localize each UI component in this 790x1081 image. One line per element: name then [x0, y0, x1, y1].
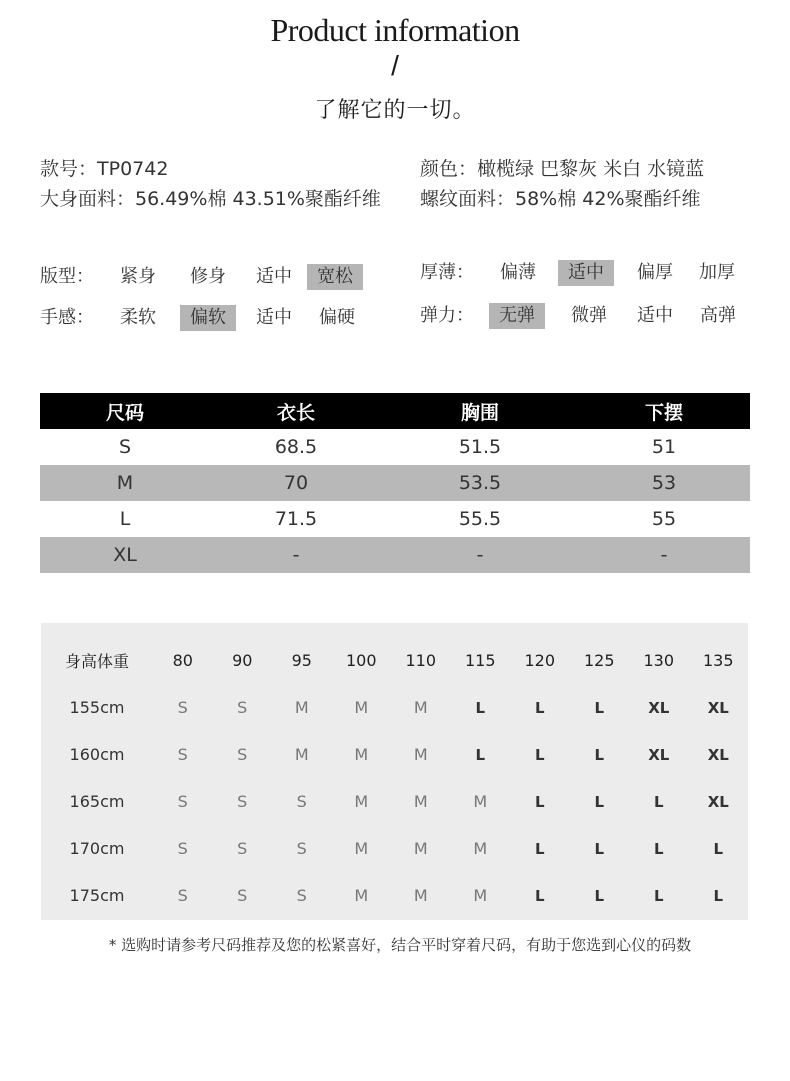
table-row [40, 465, 750, 501]
attr-option: 适中 [637, 305, 673, 326]
length-cell: - [210, 537, 382, 573]
size-recommendation-cell: M [294, 745, 309, 764]
size-recommendation-cell: M [413, 839, 428, 858]
size-recommendation-cell: L [534, 792, 545, 811]
attr-label: 手感： [40, 307, 94, 328]
size-recommendation-cell: L [713, 839, 724, 858]
weight-label: 125 [583, 651, 615, 670]
attr-option-selected: 宽松 [307, 264, 363, 290]
height-label: 160cm [69, 745, 125, 764]
size-recommendation-cell: M [473, 792, 488, 811]
height-label: 155cm [69, 698, 125, 717]
attr-thickness [420, 260, 760, 286]
size-recommendation-cell: M [413, 886, 428, 905]
footnote: * 选购时请参考尺码推荐及您的松紧喜好，结合平时穿着尺码，有助于您选到心仪的码数 [108, 936, 692, 954]
recommendation-row [41, 684, 748, 731]
header-hem: 下摆 [578, 393, 750, 429]
size-cell: S [118, 436, 132, 458]
size-recommendation-cell: M [354, 792, 369, 811]
weight-label: 90 [232, 651, 253, 670]
weight-label: 95 [291, 651, 312, 670]
size-recommendation-cell: S [237, 886, 248, 905]
weight-label: 100 [345, 651, 377, 670]
attr-option: 偏薄 [500, 262, 536, 283]
size-recommendation-cell: M [294, 698, 309, 717]
size-recommendation-cell: XL [648, 745, 670, 764]
attr-stretch [420, 303, 760, 329]
weight-label: 110 [405, 651, 437, 670]
attr-option: 偏硬 [319, 307, 355, 328]
attr-option: 偏厚 [637, 262, 673, 283]
body-fabric: 大身面料：56.49%棉 43.51%聚酯纤维 [40, 188, 381, 210]
size-recommendation-cell: XL [707, 745, 729, 764]
attr-option-selected: 偏软 [180, 305, 236, 331]
size-recommendation-cell: L [594, 792, 605, 811]
attr-option: 高弹 [700, 305, 736, 326]
length-cell: 68.5 [274, 436, 318, 458]
size-recommendation-cell: S [177, 839, 188, 858]
attr-option-selected: 适中 [558, 260, 614, 286]
height-label: 170cm [69, 839, 125, 858]
size-recommendation-cell: S [237, 839, 248, 858]
weight-label: 80 [172, 651, 193, 670]
size-recommendation-panel [41, 623, 748, 920]
page-subtitle: 了解它的一切。 [314, 98, 476, 123]
size-recommendation-cell: M [354, 745, 369, 764]
size-recommendation-cell: M [413, 698, 428, 717]
size-recommendation-cell: L [534, 839, 545, 858]
height-label: 165cm [69, 792, 125, 811]
attr-option: 柔软 [120, 307, 156, 328]
recommendation-row [41, 872, 748, 919]
page-title: Product information [270, 12, 520, 48]
height-label: 175cm [69, 886, 125, 905]
size-recommendation-cell: L [534, 745, 545, 764]
size-recommendation-cell: S [237, 698, 248, 717]
weight-label: 115 [464, 651, 496, 670]
size-recommendation-cell: L [475, 745, 486, 764]
size-chart-table [40, 393, 750, 573]
attr-option: 适中 [256, 266, 292, 287]
color-options: 颜色：橄榄绿 巴黎灰 米白 水镜蓝 [420, 158, 705, 180]
attr-label: 弹力： [420, 305, 474, 326]
attr-option: 紧身 [120, 266, 156, 287]
table-row [40, 501, 750, 537]
weight-label: 135 [702, 651, 734, 670]
size-cell: M [40, 465, 210, 501]
size-recommendation-cell: L [594, 745, 605, 764]
chest-cell: 55.5 [458, 508, 502, 530]
hem-cell: - [578, 537, 750, 573]
size-recommendation-cell: S [177, 886, 188, 905]
attr-option-selected: 无弹 [489, 303, 545, 329]
title-divider: / [391, 50, 399, 81]
size-recommendation-cell: L [594, 886, 605, 905]
length-cell: 71.5 [274, 508, 318, 530]
size-recommendation-cell: L [653, 839, 664, 858]
size-recommendation-cell: M [413, 745, 428, 764]
hem-cell: 53 [578, 465, 750, 501]
weight-label: 120 [524, 651, 556, 670]
table-row [40, 537, 750, 573]
size-recommendation-cell: M [354, 698, 369, 717]
attr-label: 版型： [40, 266, 94, 287]
hem-cell: 55 [651, 508, 677, 530]
header-chest: 胸围 [382, 393, 578, 429]
attr-fit [40, 264, 380, 290]
attr-feel [40, 305, 380, 331]
corner-label: 身高体重 [64, 652, 129, 671]
size-recommendation-cell: L [713, 886, 724, 905]
attr-option: 适中 [256, 307, 292, 328]
attr-option: 微弹 [571, 305, 607, 326]
size-recommendation-cell: M [473, 839, 488, 858]
size-recommendation-cell: XL [648, 698, 670, 717]
weight-header-row [41, 637, 748, 684]
table-row [40, 429, 750, 465]
size-recommendation-cell: XL [707, 698, 729, 717]
size-recommendation-cell: S [237, 792, 248, 811]
size-recommendation-cell: S [296, 792, 307, 811]
size-cell: XL [40, 537, 210, 573]
size-recommendation-cell: S [177, 745, 188, 764]
chest-cell: - [382, 537, 578, 573]
size-recommendation-cell: L [534, 698, 545, 717]
size-recommendation-cell: L [475, 698, 486, 717]
size-recommendation-cell: S [296, 886, 307, 905]
chest-cell: 53.5 [382, 465, 578, 501]
size-table-header [40, 393, 750, 429]
size-recommendation-cell: M [473, 886, 488, 905]
size-recommendation-cell: M [354, 839, 369, 858]
size-recommendation-cell: L [653, 792, 664, 811]
header-length: 衣长 [210, 393, 382, 429]
size-recommendation-cell: S [177, 698, 188, 717]
size-recommendation-cell: L [594, 839, 605, 858]
size-cell: L [119, 508, 131, 530]
size-recommendation-cell: L [594, 698, 605, 717]
size-recommendation-cell: S [296, 839, 307, 858]
size-recommendation-cell: XL [707, 792, 729, 811]
attr-option: 修身 [190, 266, 226, 287]
style-number: 款号：TP0742 [40, 158, 169, 180]
size-recommendation-cell: M [354, 886, 369, 905]
recommendation-row [41, 778, 748, 825]
size-recommendation-cell: L [653, 886, 664, 905]
recommendation-row [41, 731, 748, 778]
header-size: 尺码 [40, 393, 210, 429]
recommendation-row [41, 825, 748, 872]
size-recommendation-cell: M [413, 792, 428, 811]
attr-option: 加厚 [699, 262, 735, 283]
size-recommendation-cell: S [177, 792, 188, 811]
size-recommendation-cell: L [534, 886, 545, 905]
chest-cell: 51.5 [458, 436, 502, 458]
length-cell: 70 [210, 465, 382, 501]
attr-label: 厚薄： [420, 262, 474, 283]
size-recommendation-cell: S [237, 745, 248, 764]
rib-fabric: 螺纹面料：58%棉 42%聚酯纤维 [420, 188, 701, 210]
size-recommendation-table [41, 637, 748, 919]
weight-label: 130 [643, 651, 675, 670]
hem-cell: 51 [651, 436, 677, 458]
